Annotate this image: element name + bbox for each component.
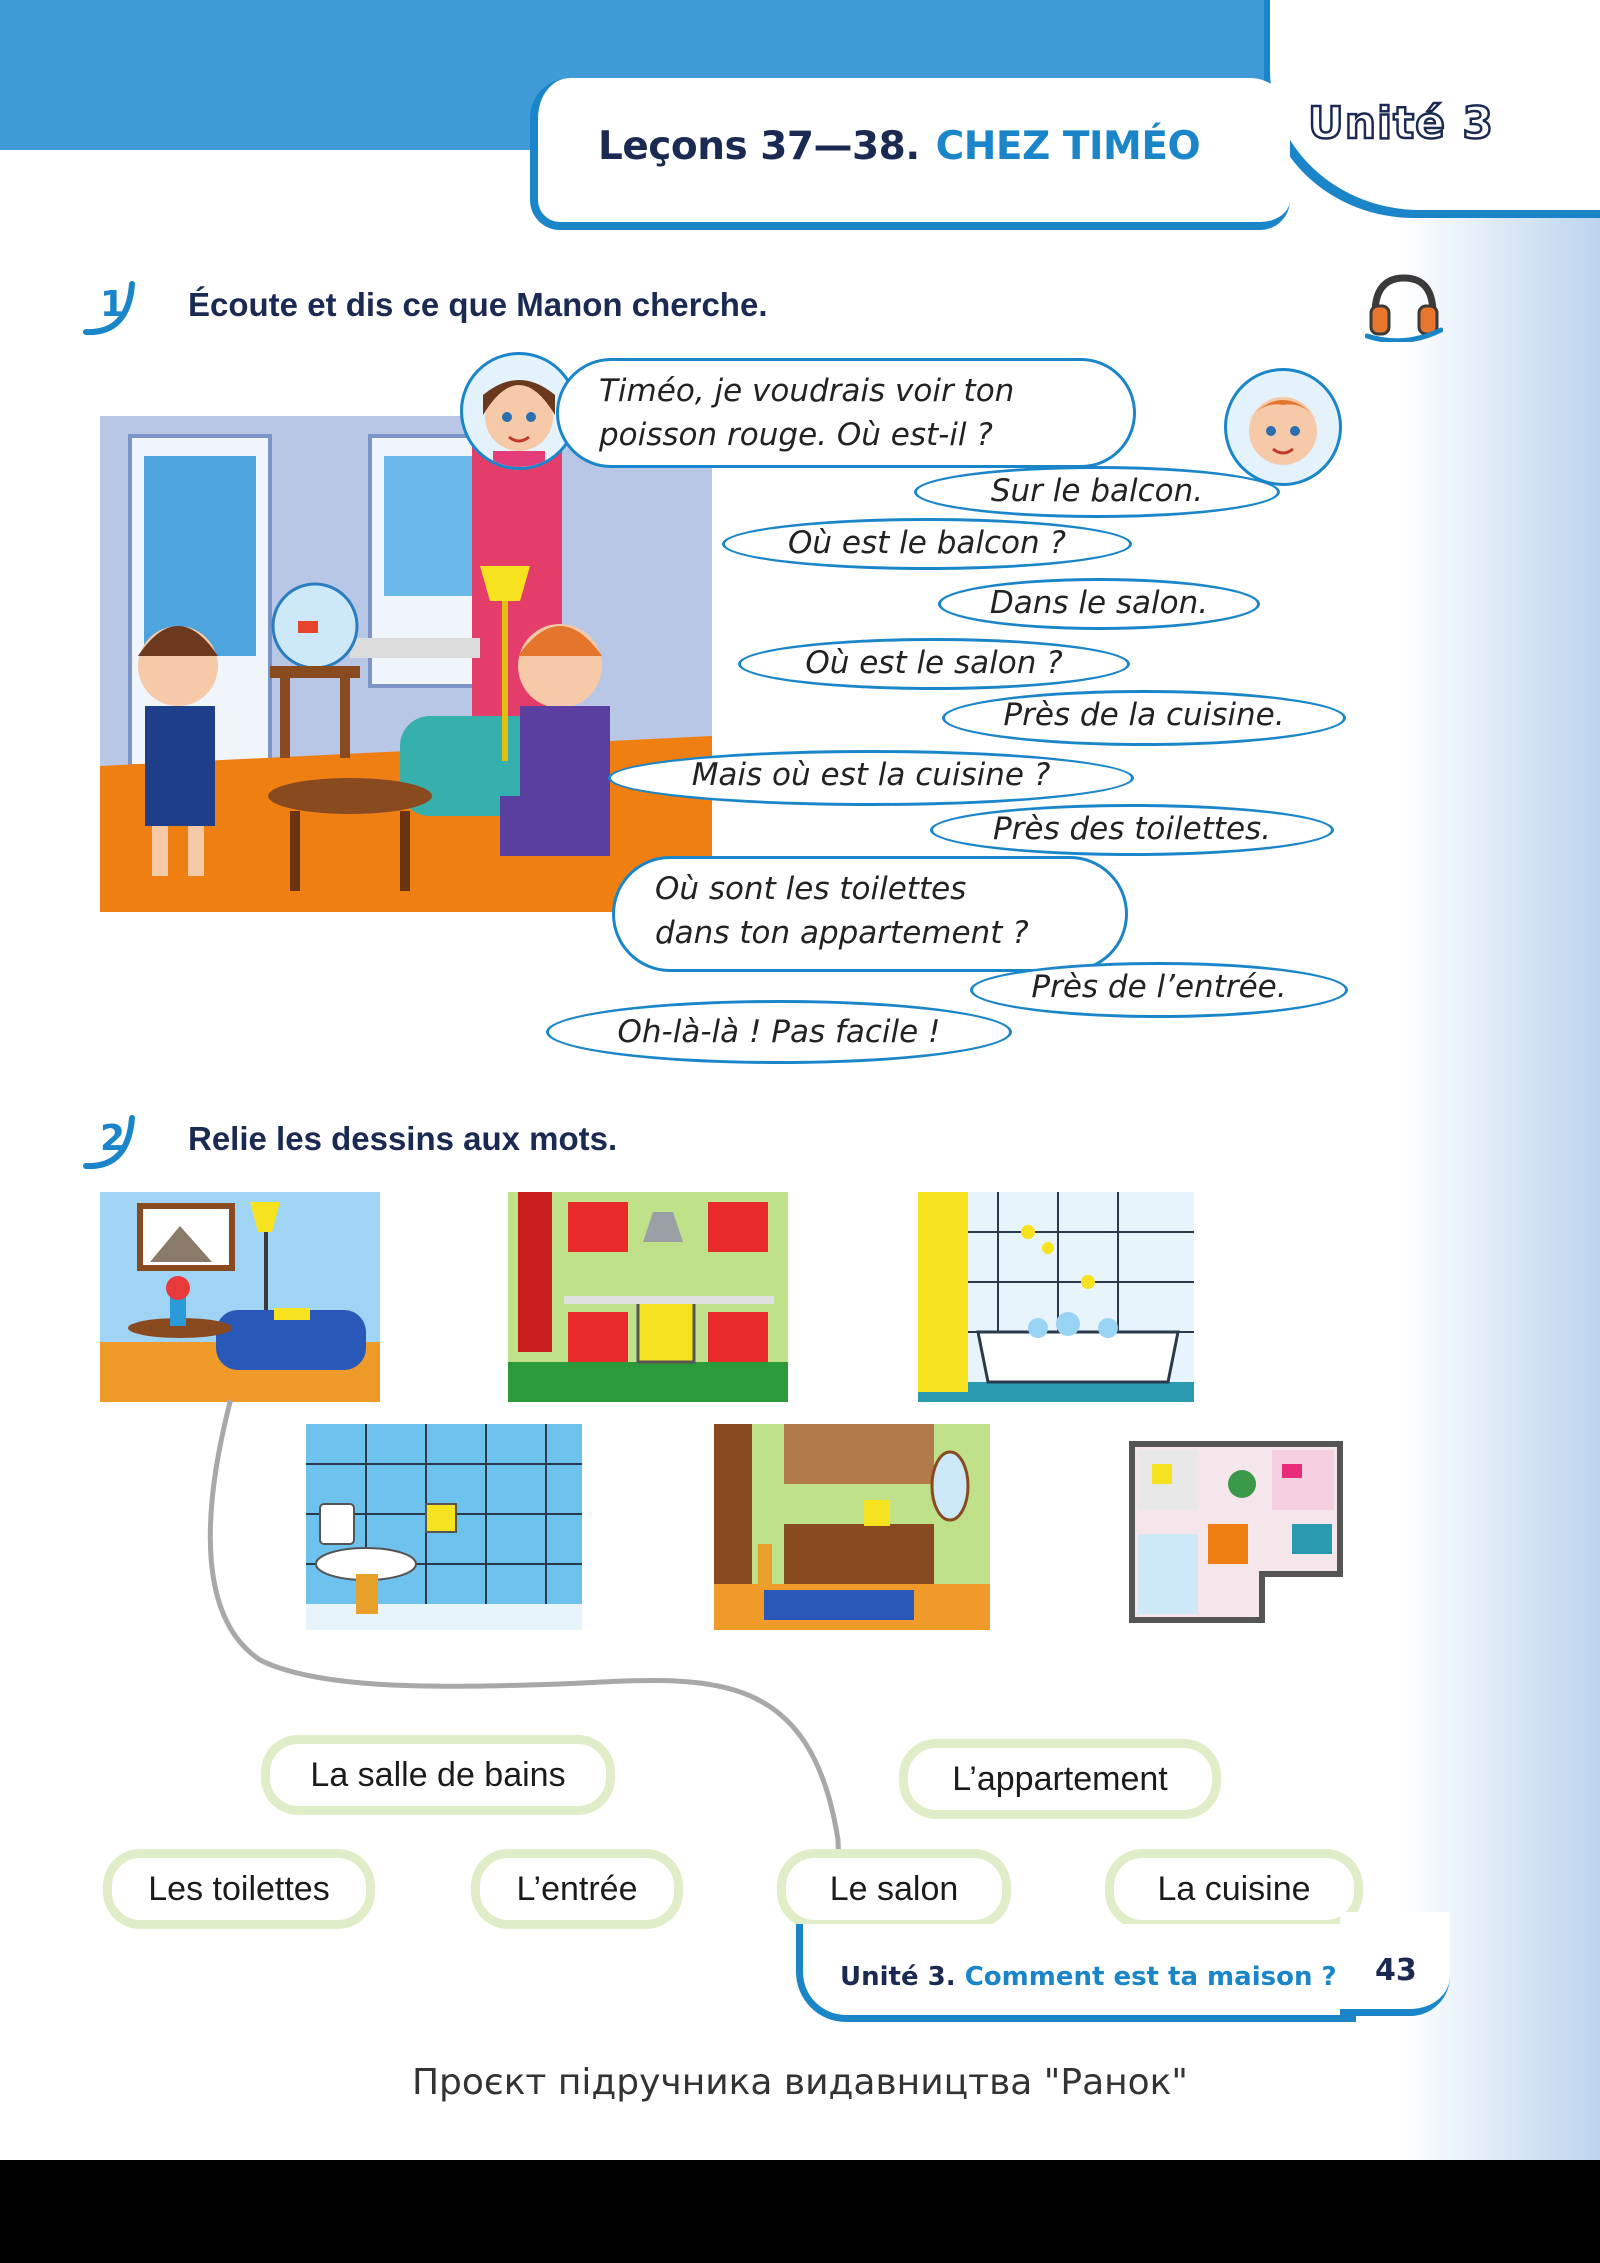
word-l-appartement[interactable]: L’appartement [908, 1748, 1212, 1810]
page-number: 43 [1375, 1953, 1417, 1988]
dialogue-bubble-9: Où sont les toilettes dans ton appartement ? [612, 856, 1128, 972]
unit-badge: Unité 3 [1308, 98, 1494, 149]
lesson-label: Leçons 37—38. [598, 124, 920, 169]
word-le-salon[interactable]: Le salon [786, 1858, 1002, 1920]
dialogue-bubble-8: Près des toilettes. [930, 804, 1334, 856]
publisher-note: Проєкт підручника видавництва "Ранок" [411, 2062, 1188, 2103]
word-la-cuisine[interactable]: La cuisine [1114, 1858, 1354, 1920]
exercise-2-number: 2 [78, 1110, 140, 1172]
exercise-1-number: 1 [78, 276, 140, 338]
word-les-toilettes[interactable]: Les toilettes [112, 1858, 366, 1920]
footer-unit-title: Unité 3. Comment est ta maison ? [840, 1962, 1337, 1992]
dialogue-bubble-11: Oh-là-là ! Pas facile ! [546, 1000, 1012, 1064]
word-la-salle-de-bains[interactable]: La salle de bains [270, 1744, 606, 1806]
dialogue-bubble-7: Mais où est la cuisine ? [608, 750, 1134, 806]
exercise-1-instruction: Écoute et dis ce que Manon cherche. [188, 286, 768, 323]
dialogue-bubble-2: Sur le balcon. [914, 466, 1280, 518]
dialogue-bubble-1: Timéo, je voudrais voir ton poisson rouge. Où est-il ? [556, 358, 1136, 468]
dialogue-bubble-5: Où est le salon ? [738, 638, 1130, 690]
dialogue-bubble-3: Où est le balcon ? [722, 518, 1132, 570]
dialogue-bubble-6: Près de la cuisine. [942, 690, 1346, 746]
exercise-2-instruction: Relie les dessins aux mots. [188, 1120, 618, 1157]
lesson-title: CHEZ TIMÉO [935, 124, 1201, 169]
dialogue-bubble-4: Dans le salon. [938, 578, 1260, 630]
dialogue-bubble-10: Près de l’entrée. [970, 962, 1348, 1018]
word-l-entree[interactable]: L’entrée [480, 1858, 674, 1920]
